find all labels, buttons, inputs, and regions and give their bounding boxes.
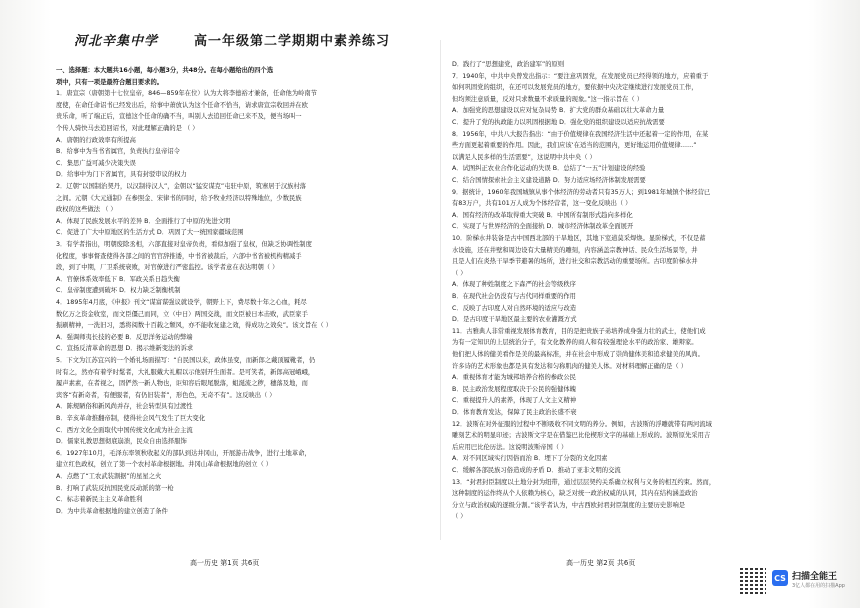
answer-option: C．促进了广大中原地区的生活方式 D．巩固了大一统国家疆域范围 <box>56 229 244 237</box>
question-text: 些方面更起着重要的作用。因此，我们应该‘在适当的范围内，更好地运用价值规律……” <box>452 142 697 150</box>
answer-option: A．对不同区域实行因俗而治 B．埋下了分裂的文化因素 <box>452 455 608 463</box>
question-text: 为有一定知识的上层统治分子，有文化教养的商人和有较强理论水平的政治家、雄辩家。 <box>452 339 698 347</box>
answer-option: C．重视提升人的素养，体现了人文主义精神 <box>452 397 577 405</box>
question-text: 时有之，然亦有着学时髦者，大礼服戴大礼帽以示他别开生面者。是可笑者，新郎高冠峨峨， <box>56 368 315 376</box>
section-heading: 一、选择题：本大题共16小题，每小题3分，共48分。在每小题给出的四个选 <box>56 67 274 74</box>
question-text: （ ） <box>452 269 467 277</box>
answer-option: A．点燃了“工农武装割据”的星星之火 <box>56 473 162 480</box>
question-text: 9．据统计，1960年我国城镇从事个体经济的劳动者只有35万人；到1981年城镇个体经营已 <box>452 188 711 196</box>
answer-option: D．为中共革命根据地的建立创造了条件 <box>56 507 168 515</box>
answer-option: D．给事中为门下省属官，具有封驳审议的权力 <box>56 171 187 179</box>
question-text: 雕刻艺术的明显印迹；古波斯文字是在借鉴巴比伦楔形文字的基础上形成的。波斯原先采用吉 <box>452 432 711 440</box>
question-text: 许多诗的艺术形象也都是具有发达和匀称肌肉的健美人体。对材料理解正确的是（ ） <box>452 362 687 370</box>
answer-option: A．国有经济的改革取得重大突破 B．中国所有制形式趋向多样化 <box>452 211 633 219</box>
answer-option: A．体现了种姓制度之下森严的社会等级秩序 <box>452 281 576 289</box>
question-text: 8．1956年，中共八大报告指出：“由于价值规律在我国经济生活中还起着一定的作用，在某 <box>452 130 709 138</box>
answer-option: B．民主政治发展程度取决于公民的强健体魄 <box>452 385 576 393</box>
answer-option: A．强调师夷长技的必要 B．反思洋务运动的弊端 <box>56 333 193 341</box>
question-text: 13．“封君封臣制度以土地分封为纽带，通过层层契约关系确立权利与义务的相互约束。然而， <box>452 478 716 486</box>
question-text: 2．辽朝“以国制治契丹，以汉制待汉人”，金朝以“猛安谋克”屯驻中原，筑寨居于汉族村落 <box>56 183 307 190</box>
question-text: 贵乐命，听了端正后，宣德这个任命的确不当，叫别人去追回任命已来不及，便当场叫一 <box>56 113 302 121</box>
question-text: 11．古雅典人非常重视发展体育教育，目的是把贵族子弟培养成身强力壮的武士，使他们成 <box>452 327 706 335</box>
page-footer-left: 高一历史 第1页 共6页 <box>190 559 260 567</box>
question-text: 水设施，还在井壁和周边设有大量精美的雕刻，内容涵盖宗教神话、民众生活场景等，井 <box>452 246 698 254</box>
answer-option: A．官僚体系效率低下 B．军政关系日趋失衡 <box>56 275 180 283</box>
question-text: 6．1927年10月，毛泽东率领秋收起义的部队到达井冈山，开展游击战争，进行土地革命， <box>56 449 311 457</box>
page-footer-right: 高一历史 第2页 共6页 <box>566 559 636 567</box>
answer-option: A．唐朝的行政效率有所提高 <box>56 136 136 144</box>
question-text: 1．唐宣宗（唐朝第十七位皇帝，846—859年在位）认为大将李德裕才兼备，任命他为岭南节 <box>56 90 318 98</box>
section-heading: 项中，只有一项是最符合题目要求的。 <box>56 78 164 86</box>
question-text: （ ） <box>452 513 467 521</box>
question-text: 以满足人民多样的生活需要”，这说明中共中央（ ） <box>452 153 596 161</box>
answer-option: B．在现代社会仍没有与古代同样重要的作用 <box>452 293 576 300</box>
qr-code-pattern <box>740 568 766 594</box>
question-text: 5．下文为江苏宜兴的一个婚礼场面描写：“自民国以来，政体虽变，而新郎之戴顶履靴者，仍 <box>56 357 316 364</box>
answer-option: C．实现了与世界经济的全面接轨 D．城市经济体制改革全面展开 <box>452 223 634 231</box>
question-text: 振刷精神，一洗旧习，悉将阅数十百载之颓风，亦不能收复建之效，得成功之效矣”。该文旨在（ ） <box>56 322 333 330</box>
answer-option: D．儒家礼教思想彻底崩溃，民众自由选择服饰 <box>56 438 187 446</box>
question-text: 度使，在命任命诏书已经发出后，给事中萧放认为这个任命不恰当，请求唐宣宗收回并在欧 <box>56 101 308 109</box>
answer-option: C．结合国情探索社会主义建设道路 D．努力适应场经济体制发展需要 <box>452 177 646 184</box>
question-text: 这种制度的运作终从个人依赖为核心，缺乏对统一政治权威的认同，其内在结构涵盖政治 <box>452 490 698 498</box>
question-text: 如何巩固党的组织，在还可以发展党员的地方，要依据中央决定继续进行发展党员工作， <box>452 84 698 92</box>
answer-option: C．西方文化全面取代中国传统文化成为社会主流 <box>56 426 193 434</box>
school-logo: 河北辛集中学 <box>74 34 159 49</box>
question-text: 有83万户，共有101万人成为个体经营者，这一变化反映出（ ） <box>452 200 632 208</box>
question-text: 个传人骑快马去追回诏书，对此理解正确的是 （ ） <box>56 125 199 132</box>
camscanner-logo-icon: CS <box>772 570 788 586</box>
left-column <box>56 0 430 608</box>
question-text: 但均须注意质量，反对只求数量不求质量的现象。”这一指示旨在（ ） <box>452 95 644 103</box>
answer-option: A．体现了民族发展水平的差异 B．全面推行了中原的先进文明 <box>56 217 231 225</box>
answer-option: B．辛亥革命推翻帝制，使得社会风气发生了巨大变化 <box>56 415 206 422</box>
page-divider <box>440 40 441 540</box>
question-text: 10．阶梯水井装备是古中国西北部的干旱地区，其地下室道莫采焊焕。显阶梯式，不仅是蓄 <box>452 235 706 242</box>
question-text: 宾客“有新奇者，有便服者，有仍旧装者”，形色色，无奇不有”。这反映出（ ） <box>56 391 276 399</box>
right-column <box>452 0 818 608</box>
answer-option: D．践行了“思想建党，政治建军”的原则 <box>452 61 565 68</box>
question-text: 他们把人体的健美看作是美的最高标准，并在社会中形成了崇尚健体美和追求健美的风尚。 <box>452 351 704 358</box>
answer-option: D．体育教育发达，保障了民主政治长盛不衰 <box>452 409 577 416</box>
answer-option: D．是古印度干旱地区最主要的农业灌溉方式 <box>452 316 577 324</box>
question-text: 分立与政治权威的逐级分割。”该学者认为，中古西欧封君封臣制度的主要历史影响是 <box>452 501 686 509</box>
question-text: 数亿万之资金收室，而文臣僵己而同，立（中日）两国交战，而文臣被日本击败，武臣家手 <box>56 310 308 318</box>
answer-option: A．陈规陋俗和新风尚并存，社会转型具有过渡性 <box>56 403 193 411</box>
answer-option: A．加强党的思想建设以应对复杂局势 B．扩大党的群众基础以壮大革命力量 <box>452 107 665 115</box>
answer-option: C．提升了党的执政能力以巩固根据地 D．强化党的组织建设以适应抗战需要 <box>452 119 665 126</box>
question-text: 后应用巴比伦历法。这说明波斯帝国（ ） <box>452 443 568 451</box>
question-text: 建立红色政权，创立了第一个农村革命根据地。井冈山革命根据地的创立（ ） <box>56 461 273 469</box>
answer-option: A．重视体育才能为城邦培养合格的参政公民 <box>452 374 576 382</box>
question-text: 段，到了中期，厂卫系统衰败，对官僚进行严密监控。该学者意在表达明朝（ ） <box>56 264 279 272</box>
question-text: 之间。元朝《大元通制》在参照金、宋律书的同时，给予牧业经济以特殊地位，少数民族 <box>56 194 302 202</box>
answer-option: C．缓解各部民族习俗造成的矛盾 D．推动了亚非文明的交流 <box>452 467 621 474</box>
answer-option: C．皇帝制度遭到破坏 D．权力缺乏制衡机制 <box>56 287 181 295</box>
answer-option: C．宣扬反清革命的思想 D．揭示维新变法的诉求 <box>56 345 194 353</box>
exam-title: 高一年级第二学期期中素养练习 <box>194 34 391 49</box>
answer-option: B．给事中为当书省属官，负责执行皇帝诏令 <box>56 148 180 156</box>
question-text: 履声素素，在者视之，固俨然一新人物也，讵知容后眼尾脱落，蛆涎流之秽，穗落及地，而 <box>56 380 308 388</box>
answer-option: A．试图纠正农业合作化运动的失误 B．总结了“一五”计划建设的经验 <box>452 165 646 173</box>
question-text: 4．1895年4月底，《申报》刊文“谋富谋强议就设学，朝野上下，费尽数十年之心血，耗尽 <box>56 299 307 306</box>
question-text: 且是人们在炎热干旱季节避暑的场所，进行社交和宗教活动的重要场所。古印度阶梯水井 <box>452 258 698 266</box>
scanner-app-name: 扫描全能王 <box>792 572 838 582</box>
question-text: 12．波斯在对外征服的过程中不断吸收不同文明的养分。例如，古波斯的浮雕就带有两河流域 <box>452 420 712 428</box>
scanner-app-tagline: 3亿人都在用的扫描App <box>792 583 845 589</box>
answer-option: B．打响了武装反抗国民党反动派的第一枪 <box>56 484 174 492</box>
question-text: 政权的这些做法 （ ） <box>56 206 117 214</box>
question-text: 7．1940年，中共中央曾发出指示：“要注意巩固党，在发展党员已经得领的地方，应着重于 <box>452 72 709 80</box>
answer-option: C．标志着新民主主义革命胜利 <box>56 496 143 504</box>
answer-option: C．反映了古印度人对自然环境的适应与改造 <box>452 304 577 312</box>
question-text: 3．有学者指出，明朝废除丞相，六部直接对皇帝负责，看似加强了皇权，但缺乏协调性制度 <box>56 241 312 248</box>
answer-option: C．集思广益可减少决策失误 <box>56 159 136 167</box>
question-text: 化程度，事事督查使得各部之间的官官辞推诿，中书省被裁后，六部中书省被机构精减手 <box>56 252 302 260</box>
